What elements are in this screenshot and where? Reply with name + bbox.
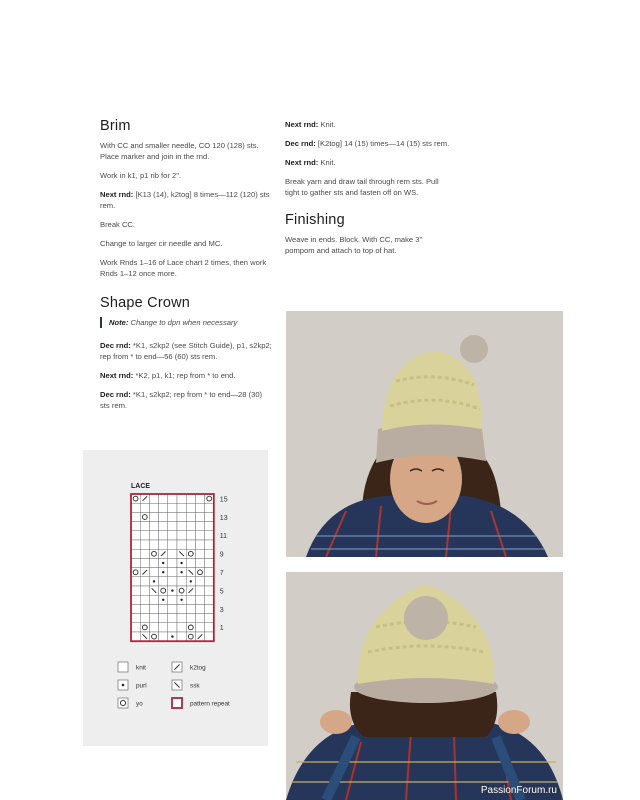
note-text: Change to dpn when necessary	[128, 318, 238, 327]
chart-cell	[195, 586, 204, 595]
crown-note	[100, 317, 272, 328]
crown-next-text: *K2, p1, k1; rep from * to end.	[133, 371, 236, 380]
chart-cell	[205, 586, 214, 595]
chart-cell	[186, 522, 195, 531]
brim-paragraph-5: Change to larger cir needle and MC.	[100, 239, 223, 248]
chart-cell	[205, 512, 214, 521]
chart-row-label: 7	[219, 569, 224, 577]
crown-dec-2	[100, 389, 272, 411]
right-next-2-text: Knit.	[318, 158, 336, 167]
chart-row-label: 15	[219, 496, 228, 504]
chart-cell	[168, 503, 177, 512]
crown-next-label: Next rnd:	[100, 371, 134, 380]
chart-row-label: 11	[219, 533, 228, 541]
chart-cell	[195, 568, 204, 577]
chart-cell	[159, 512, 168, 521]
chart-cell	[205, 568, 214, 577]
brim-paragraph-1: With CC and smaller needle, CO 120 (128) sts. Place marker and join in the rnd.	[100, 141, 259, 161]
chart-cell	[168, 531, 177, 540]
chart-cell-purl	[162, 571, 164, 573]
chart-cell	[186, 503, 195, 512]
chart-cell	[149, 549, 158, 558]
crown-dec-2-label: Dec rnd:	[100, 390, 131, 399]
brim-paragraph-2: Work in k1, p1 rib for 2".	[100, 171, 182, 180]
chart-cell	[186, 623, 195, 632]
chart-cell	[205, 522, 214, 531]
chart-cell	[177, 586, 186, 595]
chart-cell	[186, 549, 195, 558]
chart-cell	[195, 494, 204, 503]
chart-cell	[186, 595, 195, 604]
legend-swatch-repeat	[172, 698, 182, 708]
chart-cell	[131, 531, 140, 540]
chart-cell	[159, 494, 168, 503]
chart-cell	[186, 531, 195, 540]
right-column	[285, 119, 453, 264]
chart-row-label: 1	[219, 625, 224, 633]
chart-cell	[168, 614, 177, 623]
chart-cell	[131, 577, 140, 586]
chart-cell	[177, 632, 186, 641]
brim-paragraph-4: Break CC.	[100, 220, 136, 229]
chart-cell	[195, 549, 204, 558]
chart-cell	[205, 595, 214, 604]
chart-cell	[205, 503, 214, 512]
chart-cell	[131, 632, 140, 641]
chart-cell	[131, 540, 140, 549]
chart-cell	[168, 577, 177, 586]
chart-cell	[140, 623, 149, 632]
chart-row-label: 13	[219, 514, 228, 522]
chart-cell	[177, 623, 186, 632]
chart-cell	[195, 614, 204, 623]
chart-cell	[159, 540, 168, 549]
chart-cell	[131, 494, 140, 503]
crown-dec-2-text: *K1, s2kp2; rep from * to end—28 (30) sts rem.	[100, 390, 263, 410]
hat-photo-back	[286, 572, 563, 800]
chart-cell	[168, 522, 177, 531]
chart-cell	[195, 512, 204, 521]
chart-cell	[131, 595, 140, 604]
chart-row-label: 9	[219, 551, 224, 559]
chart-cell	[195, 503, 204, 512]
chart-cell	[149, 512, 158, 521]
finishing-paragraph: Weave in ends. Block. With CC, make 3" pompom and attach to top of hat.	[285, 235, 423, 255]
chart-cell	[131, 614, 140, 623]
chart-cell	[168, 568, 177, 577]
chart-cell	[149, 595, 158, 604]
right-dec-label: Dec rnd:	[285, 139, 316, 148]
legend-label: yo	[136, 700, 143, 708]
hat-photo-back-image	[286, 572, 563, 800]
chart-cell	[168, 540, 177, 549]
chart-cell-purl	[180, 571, 182, 573]
chart-cell	[131, 568, 140, 577]
chart-cell	[177, 494, 186, 503]
chart-cell	[149, 522, 158, 531]
chart-cell	[205, 531, 214, 540]
chart-cell	[140, 577, 149, 586]
chart-cell	[168, 558, 177, 567]
chart-cell	[159, 623, 168, 632]
chart-cell	[195, 595, 204, 604]
chart-cell	[205, 604, 214, 613]
chart-cell	[131, 503, 140, 512]
chart-cell	[149, 604, 158, 613]
chart-cell-purl	[190, 580, 192, 582]
right-next-2	[285, 157, 453, 168]
chart-cell	[177, 614, 186, 623]
chart-cell	[149, 494, 158, 503]
chart-cell	[140, 549, 149, 558]
chart-cell	[205, 614, 214, 623]
chart-cell	[168, 494, 177, 503]
chart-cell	[177, 531, 186, 540]
brim-p3-label: Next rnd:	[100, 190, 134, 199]
brim-heading: Brim	[100, 118, 131, 134]
crown-next	[100, 370, 272, 381]
chart-cell	[140, 522, 149, 531]
chart-cell	[149, 531, 158, 540]
chart-cell	[131, 604, 140, 613]
legend-label: pattern repeat	[190, 700, 230, 708]
chart-cell	[140, 558, 149, 567]
chart-cell	[186, 604, 195, 613]
chart-title: LACE	[131, 483, 151, 490]
chart-cell	[131, 558, 140, 567]
crown-dec-1	[100, 340, 272, 362]
chart-cell-purl	[162, 562, 164, 564]
chart-cell	[177, 503, 186, 512]
brim-paragraph-3	[100, 189, 272, 211]
right-next-1	[285, 119, 453, 130]
legend-swatch	[118, 698, 128, 708]
chart-cell	[140, 540, 149, 549]
chart-cell	[159, 531, 168, 540]
chart-cell	[159, 604, 168, 613]
chart-cell	[131, 522, 140, 531]
chart-cell	[159, 503, 168, 512]
chart-cell-purl	[180, 599, 182, 601]
chart-cell	[149, 632, 158, 641]
brim-paragraph-6: Work Rnds 1–16 of Lace chart 2 times, then work Rnds 1–12 once more.	[100, 258, 267, 278]
chart-cell-purl	[171, 589, 173, 591]
chart-cell	[205, 549, 214, 558]
chart-cell	[186, 540, 195, 549]
chart-cell	[159, 614, 168, 623]
chart-cell	[177, 604, 186, 613]
chart-cell	[205, 494, 214, 503]
chart-cell	[177, 577, 186, 586]
chart-cell	[131, 586, 140, 595]
brim-p3-text: [K13 (14), k2tog] 8 times—112 (120) sts rem.	[100, 190, 270, 210]
chart-cell-purl	[162, 599, 164, 601]
chart-cell	[149, 503, 158, 512]
chart-cell	[131, 549, 140, 558]
chart-cell	[186, 632, 195, 641]
chart-cell	[131, 512, 140, 521]
chart-cell	[168, 512, 177, 521]
note-label: Note:	[109, 318, 129, 327]
chart-cell	[168, 623, 177, 632]
watermark: PassionForum.ru	[480, 785, 557, 796]
legend-label: ssk	[190, 682, 200, 690]
right-dec	[285, 138, 453, 149]
chart-cell	[195, 577, 204, 586]
chart-cell	[168, 595, 177, 604]
chart-cell	[186, 512, 195, 521]
chart-cell	[195, 604, 204, 613]
right-next-1-label: Next rnd:	[285, 120, 319, 129]
chart-cell	[149, 623, 158, 632]
chart-cell	[149, 614, 158, 623]
finishing-heading: Finishing	[285, 212, 345, 228]
chart-cell	[140, 586, 149, 595]
chart-row-label: 5	[219, 588, 224, 596]
chart-cell	[140, 595, 149, 604]
right-next-2-label: Next rnd:	[285, 158, 319, 167]
chart-cell	[140, 512, 149, 521]
hat-photo-front	[286, 311, 563, 557]
chart-cell	[205, 632, 214, 641]
chart-cell	[159, 522, 168, 531]
legend-label: purl	[136, 682, 147, 690]
hat-photo-front-image	[286, 311, 563, 557]
chart-cell	[140, 604, 149, 613]
chart-cell	[195, 522, 204, 531]
chart-cell	[205, 558, 214, 567]
chart-cell	[195, 540, 204, 549]
chart-cell	[159, 586, 168, 595]
crown-dec-1-label: Dec rnd:	[100, 341, 131, 350]
chart-cell	[168, 549, 177, 558]
chart-cell	[149, 558, 158, 567]
chart-cell	[177, 540, 186, 549]
chart-cell	[195, 531, 204, 540]
chart-cell	[159, 577, 168, 586]
lace-chart	[83, 450, 268, 746]
chart-cell	[149, 568, 158, 577]
lace-chart-box	[83, 450, 268, 746]
chart-cell	[159, 632, 168, 641]
legend-label: knit	[136, 664, 146, 672]
legend-purl	[122, 684, 125, 687]
crown-dec-1-text: *K1, s2kp2 (see Stitch Guide), p1, s2kp2; rep from * to end—56 (60) sts rem.	[100, 341, 272, 361]
legend-label: k2tog	[190, 664, 206, 672]
chart-cell	[195, 623, 204, 632]
chart-cell	[205, 623, 214, 632]
right-break-yarn: Break yarn and draw tail through rem sts. Pull tight to gather sts and fasten off on WS.	[285, 177, 439, 197]
right-next-1-text: Knit.	[318, 120, 336, 129]
left-column	[100, 118, 272, 419]
chart-cell	[140, 614, 149, 623]
chart-cell	[186, 558, 195, 567]
shape-crown-heading: Shape Crown	[100, 295, 191, 311]
chart-cell	[177, 522, 186, 531]
chart-cell	[140, 503, 149, 512]
chart-cell	[131, 623, 140, 632]
chart-cell	[186, 614, 195, 623]
right-dec-text: [K2tog] 14 (15) times—14 (15) sts rem.	[315, 139, 450, 148]
chart-cell	[177, 512, 186, 521]
chart-cell	[195, 558, 204, 567]
chart-cell-purl	[180, 562, 182, 564]
chart-row-label: 3	[219, 606, 224, 614]
chart-cell	[205, 540, 214, 549]
legend-swatch	[118, 662, 128, 672]
chart-cell	[205, 577, 214, 586]
chart-cell	[149, 540, 158, 549]
chart-cell	[168, 604, 177, 613]
chart-cell-purl	[171, 635, 173, 637]
chart-cell	[186, 494, 195, 503]
chart-cell	[140, 531, 149, 540]
chart-cell-purl	[153, 580, 155, 582]
